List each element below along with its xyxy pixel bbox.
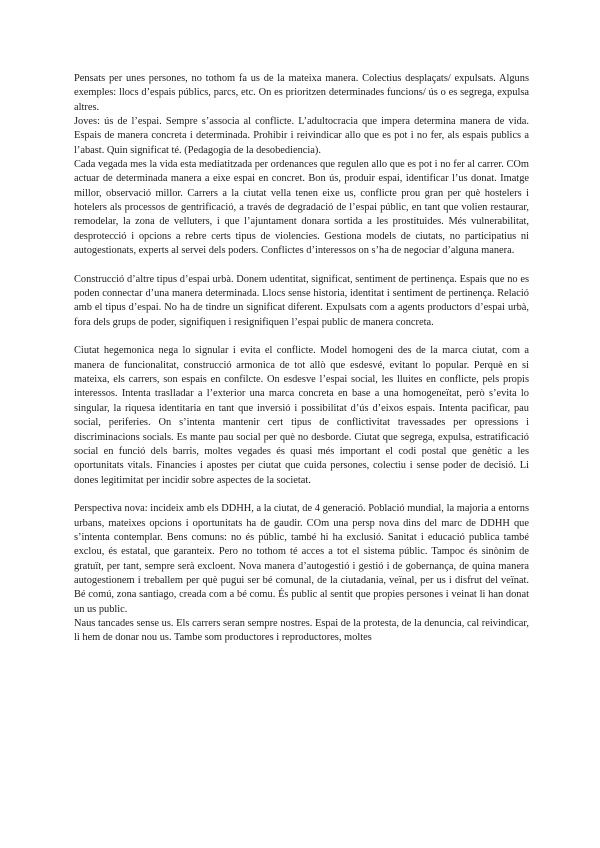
- paragraph-ordenances: Cada vegada mes la vida esta mediatitzada per ordenances que regulen allo que es pot i no fer al carrer. COm actuar de determinada manera a eixe espai en concret. Bon ús, produir espai, identificar l’us donat. Imatge millor, observació millor. Carrers a la ciutat vella tenen eixe us, conflicte prou gran per què hostelers i hotelers als processos de gentrificació, a través de degradació de l’espai públic, en tant que volien restaurar, remodelar, la zona de velluters, i que l’ajuntament donara sortida a les prostituides. Més vulnerabilitat, desprotecció i opcions a rebre certs tipus de violencies. Gestiona models de ciutats, no participatius ni autogestionats, experts al servei dels poders. Conflictes d’interessos on s’ha de negociar d’alguna manera.: [74, 159, 529, 257]
- document-page: [74, 72, 529, 646]
- paragraph-naus-tancades: Naus tancades sense us. Els carrers seran sempre nostres. Espai de la protesta, de la denuncia, cal reivindicar, li hem de donar nou us. Tambe som productores i reproductores, moltes: [74, 617, 529, 644]
- paragraph-ciutat-hegemonica: Ciutat hegemonica nega lo signular i evita el conflicte. Model homogeni des de la marca ciutat, com a manera de funcionalitat, construcció armonica de tot allò que esdesvé, evitant lo popular. Perquè en si mateixa, els carrers, son espais en confilcte. On esdesve l’espai social, les lluites en conflicte, pels propis interessos. Intenta traslladar a l’exterior una marca concreta en base a una homogeneïtat, però s’evita lo singular, la riquesa identitaria en tant que inversió i possibilitat d’ús d’eixos espais. Intenta pacificar, pau social, periferies. On s’intenta mantenir cert tipus de conflictivitat travessades per opressions i discriminacions socials. Es mante pau social per què no desborde. Ciutat que segrega, expulsa, estratificació social en funció dels barris, moltes vegades és quasi més important el codi postal que genètic a les oportunitats vitals. Financies i apostes per ciutat que cuida persones, colectiu i sense poder de decisió. Li dones legitimitat per incidir sobre aspectes de la societat.: [74, 345, 529, 486]
- paragraph-joves: Joves: ús de l’espai. Sempre s’associa al conflicte. L’adultocracia que impera determina manera de vida. Espais de manera concreta i determinada. Prohibir i reivindicar allo que es pot i no fer, als espais publics a l’abast. Quin significat té. (Pedagogia de la desobediencia).: [74, 116, 529, 156]
- paragraph-construccio: Construcció d’altre tipus d’espai urbà. Donem udentitat, significat, sentiment de pertinença. Espais que no es poden connectar d’una manera determinada. Llocs sense historia, identitat i sentiment de pertinença. Relació amb el tipus d’espai. No ha de tindre un significat diferent. Expulsats com a agents productors d’espai urbà, fora dels grups de poder, signifiquen i resignifiquen l’espai public de manera concreta.: [74, 273, 529, 328]
- paragraph-perspectiva-nova: Perspectiva nova: incideix amb els DDHH, a la ciutat, de 4 generació. Població mundial, la majoria a entorns urbans, mateixes opcions i oportunitats ha de gaudir. COm una persp nova dins del marc de DDHH que s’intenta contemplar. Bens comuns: no és públic, també hi ha exclusió. Sanitat i educació publica també exclou, és estatal, que garanteix. Pero no tothom té acces a tot el sistema públic. Tampoc és sinònim de gratuït, per tant, sempre serà excloent. Nova manera d’autogestió i gestió i de gobernança, de quina manera autogestionem i treballem per què pugui ser bé comunal, de la ciutadania, veïnal, per us i disfrut del veïnat. Bé comú, zona santiago, creada com a bé comu. És public al sentit que propies persones i veinat li han donat un us public.: [74, 503, 529, 615]
- paragraph-intro: Pensats per unes persones, no tothom fa us de la mateixa manera. Colectius desplaçats/ expulsats. Alguns exemples: llocs d’espais públics, parcs, etc. On es prioritzen determinades funcions/ ús o es segrega, expulsa altres.: [74, 73, 529, 113]
